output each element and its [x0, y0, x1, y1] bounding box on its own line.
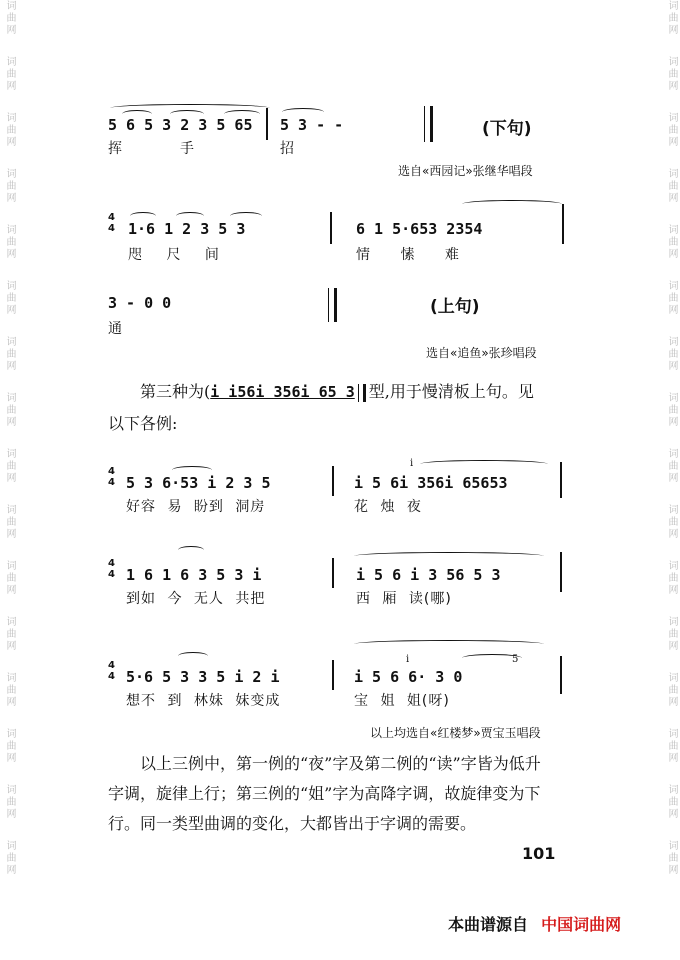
slur — [172, 466, 212, 474]
watermark-text: 词曲网 — [666, 672, 677, 708]
watermark-text: 词曲网 — [666, 784, 677, 820]
lyrics: 好容 易 盼到 洞房 — [126, 499, 266, 515]
bar-line — [332, 558, 334, 588]
grace-note: 5 — [512, 654, 519, 665]
watermark-text: 词曲网 — [4, 672, 15, 708]
grace-note: i — [410, 458, 414, 469]
watermark-text: 词曲网 — [666, 56, 677, 92]
source-attribution: 选自«西园记»张继华唱段 — [398, 164, 533, 178]
watermark-text: 词曲网 — [4, 560, 15, 596]
bar-line — [332, 466, 334, 496]
double-bar-line — [424, 106, 433, 142]
watermark-text: 词曲网 — [666, 560, 677, 596]
lyric: 手 — [180, 141, 195, 157]
slur — [230, 212, 262, 220]
watermark-text: 词曲网 — [666, 280, 677, 316]
lyric: 通 — [108, 321, 123, 337]
time-signature-top: 4 — [108, 466, 115, 477]
source-attribution: 以上均选自«红楼梦»贾宝玉唱段 — [370, 726, 541, 740]
grace-note: i — [406, 654, 410, 665]
slur — [178, 652, 208, 660]
watermark-text: 词曲网 — [4, 504, 15, 540]
watermark-text: 词曲网 — [666, 224, 677, 260]
footer-credit — [448, 912, 621, 935]
bar-line — [332, 660, 334, 690]
footer-prefix: 本曲谱源自 — [448, 915, 529, 934]
watermark-text: 词曲网 — [666, 448, 677, 484]
watermark-text: 词曲网 — [4, 392, 15, 428]
source-attribution: 选自«追鱼»张珍唱段 — [426, 346, 537, 360]
time-signature-top: 4 — [108, 212, 115, 223]
watermark-text: 词曲网 — [666, 168, 677, 204]
lyric: 招 — [280, 141, 295, 157]
paragraph-line-2: 字调，旋律上行；第三例的“姐”字为高降字调，故旋律变为下 — [108, 784, 541, 803]
watermark-text: 词曲网 — [4, 0, 15, 36]
watermark-text: 词曲网 — [4, 280, 15, 316]
watermark-text: 词曲网 — [666, 0, 677, 36]
right-watermark-column — [662, 0, 680, 960]
ex2-row2-notes-a: 1 6 1 6 3 5 3 i — [126, 566, 262, 584]
ex2-row1-notes-a: 5 3 6·53 i 2 3 5 — [126, 474, 271, 492]
watermark-text: 词曲网 — [4, 224, 15, 260]
lyrics: 咫 尺 间 — [128, 247, 220, 263]
intro-line-1 — [140, 380, 534, 404]
ex1-line3-notes: 3 - 0 0 — [108, 294, 172, 312]
phrase-slur — [354, 640, 544, 648]
slur — [282, 108, 324, 116]
watermark-text: 词曲网 — [666, 728, 677, 764]
bar-line — [560, 462, 562, 498]
watermark-text: 词曲网 — [4, 616, 15, 652]
watermark-text: 词曲网 — [666, 336, 677, 372]
watermark-text: 词曲网 — [666, 504, 677, 540]
ex1-line1-notes-a: 5 6 5 3 2 3 5 65 — [108, 116, 253, 134]
ex1-line2-notes-b: 6 1 5·653 2354 — [356, 220, 483, 238]
watermark-text: 词曲网 — [666, 840, 677, 876]
watermark-text: 词曲网 — [666, 616, 677, 652]
lyric: 挥 — [108, 141, 123, 157]
watermark-text: 词曲网 — [4, 840, 15, 876]
time-signature-bottom: 4 — [108, 671, 115, 682]
time-signature — [108, 660, 115, 682]
watermark-text: 词曲网 — [4, 112, 15, 148]
time-signature-bottom: 4 — [108, 569, 115, 580]
bar-line — [560, 656, 562, 694]
ex1-line1-notes-b: 5 3 - - — [280, 116, 344, 134]
double-bar-line — [358, 384, 366, 402]
watermark-text: 词曲网 — [4, 448, 15, 484]
intro-prefix: 第三种为( — [140, 382, 211, 401]
time-signature-top: 4 — [108, 660, 115, 671]
lyrics: 情 愫 难 — [356, 247, 460, 263]
ex2-row1-notes-b: i 5 6i 356i 65653 — [354, 474, 508, 492]
section-label: (下句) — [482, 119, 532, 139]
ex1-line2-notes-a: 1·6 1 2 3 5 3 — [128, 220, 246, 238]
time-signature-top: 4 — [108, 558, 115, 569]
ex2-row2-notes-b: i 5 6 i 3 56 5 3 — [356, 566, 501, 584]
watermark-text: 词曲网 — [4, 728, 15, 764]
left-watermark-column — [0, 0, 18, 960]
bar-line — [562, 204, 564, 244]
intro-notes: i i56i 356i 65 3 — [210, 383, 355, 401]
phrase-slur — [354, 552, 544, 560]
double-bar-line — [328, 288, 337, 322]
watermark-text: 词曲网 — [4, 168, 15, 204]
lyrics: 花 烛 夜 — [354, 499, 422, 515]
section-label: (上句) — [430, 297, 480, 317]
watermark-text: 词曲网 — [4, 56, 15, 92]
paragraph-line-3: 行。同一类型曲调的变化，大都皆出于字调的需要。 — [108, 814, 477, 833]
slur — [420, 460, 548, 468]
footer-brand-link[interactable]: 中国词曲网 — [541, 915, 622, 934]
slur — [130, 212, 156, 220]
time-signature-bottom: 4 — [108, 477, 115, 488]
paragraph-line-1: 以上三例中，第一例的“夜”字及第二例的“读”字皆为低升 — [140, 754, 541, 773]
page-number: 101 — [522, 844, 556, 863]
watermark-text: 词曲网 — [666, 392, 677, 428]
bar-line — [330, 212, 332, 244]
time-signature — [108, 558, 115, 580]
bar-line — [560, 552, 562, 592]
watermark-text: 词曲网 — [4, 336, 15, 372]
lyrics: 到如 今 无人 共把 — [126, 591, 266, 607]
watermark-text: 词曲网 — [666, 112, 677, 148]
lyrics: 想不 到 林妹 妹变成 — [126, 693, 281, 709]
bar-line — [266, 108, 268, 140]
slur — [176, 212, 204, 220]
ex2-row3-notes-a: 5·6 5 3 3 5 i 2 i — [126, 668, 280, 686]
slur — [178, 546, 204, 554]
watermark-text: 词曲网 — [4, 784, 15, 820]
intro-suffix: 型,用于慢清板上句。见 — [368, 382, 534, 401]
lyrics: 宝 姐 姐(呀) — [354, 693, 450, 709]
time-signature-bottom: 4 — [108, 223, 115, 234]
lyrics: 西 厢 读(哪) — [356, 591, 452, 607]
intro-line-2: 以下各例: — [108, 414, 178, 433]
ex2-row3-notes-b: i 5 6 6· 3 0 — [354, 668, 463, 686]
slur — [462, 200, 562, 208]
time-signature — [108, 212, 115, 234]
time-signature — [108, 466, 115, 488]
